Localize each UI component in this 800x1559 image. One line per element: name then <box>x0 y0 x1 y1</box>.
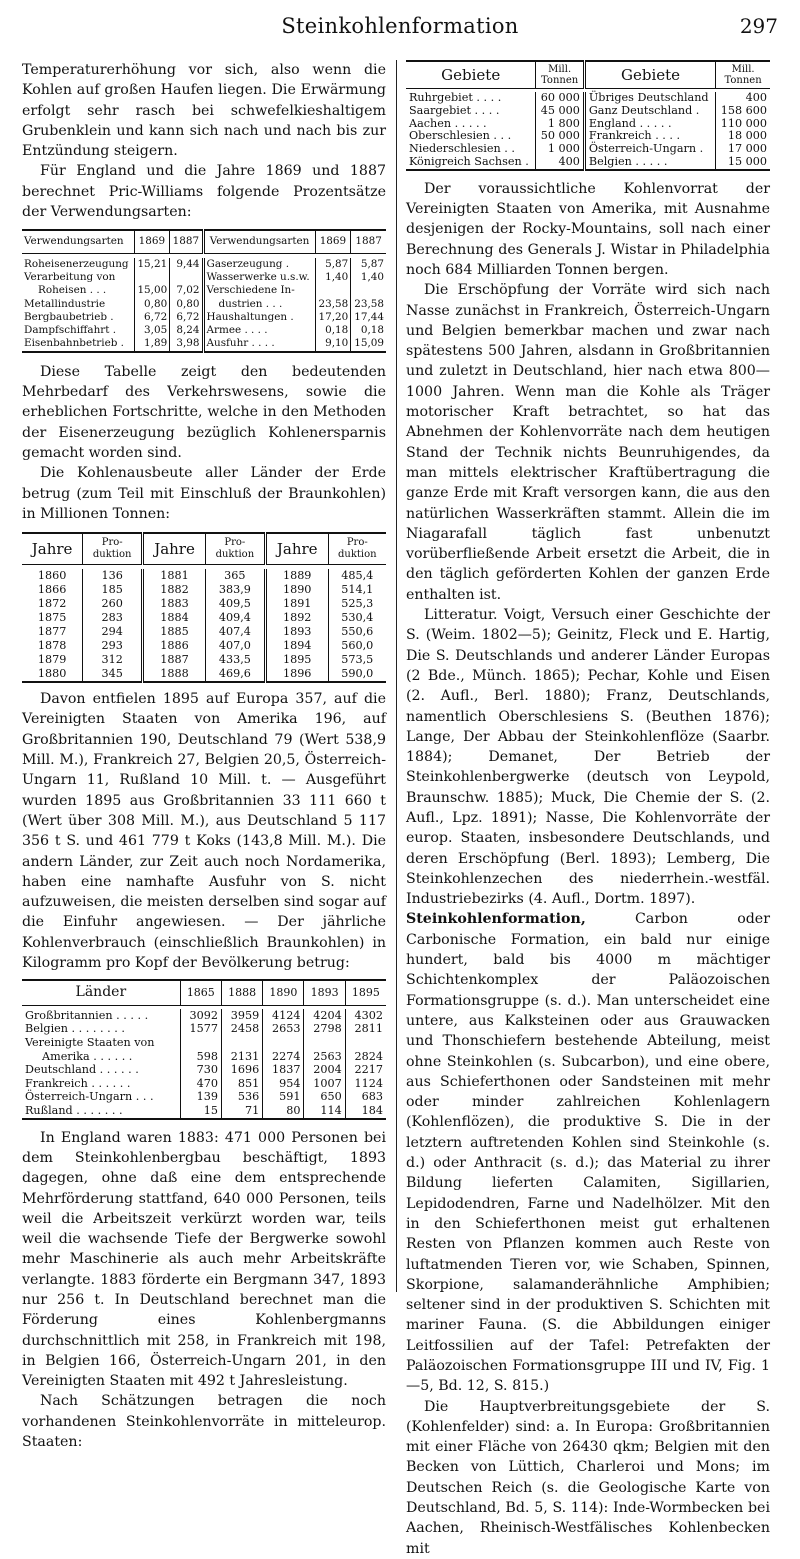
paragraph: Die Hauptverbreitungsgebiete der S. (Kohlenfelder) sind: a. In Europa: Großbritannien mit einer Fläche von 26430 qkm; Belgien mit den Becken von Lüttich, Charleroi und Mons; im Deutschen Reich (s. die Geologische Karte von Deutschland, Bd. 5, S. 114): Inde-Wormbecken bei Aachen, Rheinisch-Westfälisches Kohlenbecken mit <box>406 1398 770 1557</box>
table-row: 1878 293 1886 407,0 1894 560,0 <box>22 639 386 653</box>
reserves-table <box>406 60 770 171</box>
table-row: Amerika . . . . . . 598 2131 2274 2563 2824 <box>22 1050 386 1064</box>
table-row: Roheisenerzeugung 15,21 9,44 Gaserzeugung . 5,87 5,87 <box>24 257 384 270</box>
table-header: 1869 <box>315 230 351 253</box>
table-row: Eisenbahnbetrieb . 1,89 3,98 Ausfuhr . . . . 9,10 15,09 <box>22 337 386 351</box>
table-row: 1879 312 1887 433,5 1895 573,5 <box>22 653 386 667</box>
table-row: Frankreich . . . . . . 470 851 954 1007 1124 <box>22 1077 386 1091</box>
table-row: Niederschlesien . . 1 000 Österreich-Ungarn . 17 000 <box>406 143 770 156</box>
table-header: 1887 <box>351 230 386 253</box>
table-row: Großbritannien . . . . . 3092 3959 4124 4204 4302 <box>22 1009 386 1023</box>
consumption-table <box>22 979 386 1119</box>
table-header: 1869 <box>134 230 170 253</box>
paragraph: Nach Schätzungen betragen die noch vorhandenen Steinkohlenvorräte in mitteleurop. Staaten: <box>22 1393 386 1451</box>
table-header: Jahre <box>143 533 206 565</box>
table-row: Belgien . . . . . . . . 1577 2458 2653 2798 2811 <box>22 1022 386 1036</box>
table-row: Aachen . . . . . 1 800 England . . . . . 110 000 <box>406 118 770 131</box>
column-divider <box>396 60 397 1292</box>
paragraph: Diese Tabelle zeigt den bedeutenden Mehrbedarf des Verkehrswesens, sowie die erheblichen Fortschritte, welche in den Methoden der Eisenerzeugung bezüglich Kohlenersparnis gemacht worden sind. <box>22 363 386 461</box>
table-row: Ruhrgebiet . . . . 60 000 Übriges Deutschland 400 <box>406 92 770 105</box>
table-row: Metallindustrie 0,80 0,80 dustrien . . . 23,58 23,58 <box>24 297 384 310</box>
paragraph: Der voraussichtliche Kohlenvorrat der Vereinigten Staaten von Amerika, mit Ausnahme desjenigen der Rocky-Mountains, soll nach einer Berechnung des Generals J. Wistar in Philadelphia noch 684 Milliarden Tonnen bergen. <box>406 180 770 278</box>
table-header: 1895 <box>345 980 386 1005</box>
table-row: 1872 260 1883 409,5 1891 525,3 <box>22 597 386 611</box>
table-header: Pro- duktion <box>205 533 265 565</box>
table-header: Mill. Tonnen <box>716 61 770 89</box>
table-header: Pro- duktion <box>328 533 386 565</box>
table-header: 1890 <box>263 980 304 1005</box>
paragraph: In England waren 1883: 471 000 Personen bei dem Steinkohlenbergbau beschäftigt, 1893 dagegen, ohne daß eine dem entsprechende Mehrförderung stattfand, 640 000 Personen, teils weil die Arbeitszeit verkürzt worden war, teils weil die wachsende Tiefe der Bergwerke sowohl mehr Maschinerie als auch mehr Arbeitskräfte verlangte. 1883 förderte ein Bergmann 347, 1893 nur 256 t. In Deutschland berechnet man die Förderung eines Kohlenbergmanns durchschnittlich mit 258, in Frankreich mit 198, in Belgien 166, Österreich-Ungarn 201, in den Vereinigten Staaten mit 492 t Jahresleistung. <box>22 1129 386 1390</box>
table-row: Dampfschiffahrt . 3,05 8,24 Armee . . . . 0,18 0,18 <box>24 324 384 337</box>
table-row: Rußland . . . . . . . 15 71 80 114 184 <box>22 1104 386 1119</box>
left-column <box>22 60 386 1452</box>
paragraph: Die Kohlenausbeute aller Länder der Erde betrug (zum Teil mit Einschluß der Braunkohlen) in Millionen Tonnen: <box>22 465 386 522</box>
page-header <box>22 14 778 44</box>
table-header: Pro- duktion <box>83 533 143 565</box>
entry-paragraph <box>406 909 770 1396</box>
table-row: Vereinigte Staaten von <box>22 1036 386 1050</box>
table-header: Jahre <box>265 533 328 565</box>
table-row: 1860 136 1881 365 1889 485,4 <box>22 569 386 583</box>
table-header: Länder <box>22 980 180 1005</box>
table-row: Bergbaubetrieb . 6,72 6,72 Haushaltungen . 17,20 17,44 <box>24 310 384 323</box>
table-header: Verwendungsarten <box>22 230 134 253</box>
page-title: Steinkohlenformation <box>281 14 519 38</box>
page-number: 297 <box>739 14 778 38</box>
literature-paragraph: Litteratur. Voigt, Versuch einer Geschichte der S. (Weim. 1802—5); Geinitz, Fleck und E. Hartig, Die S. Deutschlands und anderer Länder Europas (2 Bde., Münch. 1865); Pechar, Kohle und Eisen (2. Aufl., Berl. 1880); Franz, Deutschlands, namentlich Oberschlesiens S. (Beuthen 1876); Lange, Der Abbau der Steinkohlenflöze (Saarbr. 1884); Demanet, Der Betrieb der Steinkohlenbergwerke (deutsch von Leypold, Braunschw. 1885); Muck, Die Chemie der S. (2. Aufl., Lpz. 1891); Nasse, Die Kohlenvorräte der europ. Staaten, insbesondere Deutschlands, und deren Erschöpfung (Berl. 1893); Lemberg, Die Steinkohlenzechen des niederrhein.-westfäl. Industriebezirks (4. Aufl., Dortm. 1897). <box>406 607 770 908</box>
table-header: Verwendungsarten <box>203 230 315 253</box>
paragraph: Für England und die Jahre 1869 und 1887 berechnet Pric-Williams folgende Prozentsätze der Verwendungsarten: <box>22 163 386 221</box>
table-row: 1877 294 1885 407,4 1893 550,6 <box>22 625 386 639</box>
paragraph: Temperaturerhöhung vor sich, also wenn die Kohlen auf großen Haufen liegen. Die Erwärmung erfolgt sehr rasch bei schwefelkieshaltigem Grubenklein und kann sich nach und nach bis zur Entzündung steigern. <box>22 62 386 160</box>
table-row: 1866 185 1882 383,9 1890 514,1 <box>22 583 386 597</box>
entry-headword: Steinkohlenformation, <box>406 911 586 928</box>
table-header: Gebiete <box>406 61 536 89</box>
usage-table <box>22 229 386 352</box>
table-header: 1888 <box>221 980 262 1005</box>
entry-text: Carbon oder Carbonische Formation, ein bald nur einige hundert, bald bis 4000 m mächtiger Schichtenkomplex der Paläozoischen Formationsgruppe (s. d.). Man unterscheidet eine untere, aus Kalksteinen oder aus Grauwacken und Thonschiefern bestehende Abteilung, meist ohne Steinkohlen (s. Subcarbon), und eine obere, aus Schieferthonen oder Sandsteinen mit mehr oder minder zahlreichen Kohlenlagern (Kohlenflözen), die produktive S. Die in der letztern auftretenden Kohlen sind Steinkohle (s. d.) oder Anthracit (s. d.); das Material zu ihrer Bildung lieferten Calamiten, Sigillarien, Lepidodendren, Farne und Nadelhölzer. Mit den in den Schieferthonen meist gut erhaltenen Resten von Pflanzen kommen auch Reste von luftatmenden Tieren vor, wie Schaben, Spinnen, Skorpione, salamanderähnliche Amphibien; seltener sind in der produktiven S. Schichten mit mariner Fauna. (S. die Abbildungen einiger Leitfossilien auf der Tafel: Petrefakten der Paläozoischen Formationsgruppe III und IV, Fig. 1—5, Bd. 12, S. 815.) <box>406 911 770 1395</box>
table-row: Roheisen . . . 15,00 7,02 Verschiedene In- <box>22 284 386 297</box>
table-row: 1875 283 1884 409,4 1892 530,4 <box>22 611 386 625</box>
table-header: Jahre <box>22 533 83 565</box>
table-header: 1865 <box>180 980 221 1005</box>
table-row: Deutschland . . . . . . 730 1696 1837 2004 2217 <box>22 1063 386 1077</box>
table-header: 1887 <box>170 230 203 253</box>
production-table <box>22 532 386 683</box>
table-header: 1893 <box>304 980 345 1005</box>
table-row: 1880 345 1888 469,6 1896 590,0 <box>22 667 386 682</box>
paragraph: Die Erschöpfung der Vorräte wird sich nach Nasse zunächst in Frankreich, Österreich-Ungarn und Belgien bemerkbar machen und zwar nach spätestens 500 Jahren, alsdann in Großbritannien und zuletzt in Deutschland, hier nach etwa 800—1000 Jahren. Wenn man die Kohle als Träger motorischer Kraft betrachtet, so hat das Abnehmen der Kohlenvorräte nach dem heutigen Stand der Technik nichts Beunruhigendes, da man mittels elektrischer Kraftübertragung die ganze Erde mit Kraft versorgen kann, die aus den natürlichen Wasserkräften stammt. Allein die im Niagarafall täglich fast unbenutzt vorüberfließende Arbeit ersetzt die Arbeit, die in den täglich geförderten Kohlen der ganzen Erde enthalten ist. <box>406 282 770 603</box>
table-header: Gebiete <box>584 61 715 89</box>
table-row: Saargebiet . . . . 45 000 Ganz Deutschland . 158 600 <box>406 105 770 118</box>
table-row: Oberschlesien . . . 50 000 Frankreich . . . . 18 000 <box>406 130 770 143</box>
table-row: Königreich Sachsen . 400 Belgien . . . . . 15 000 <box>406 156 770 170</box>
paragraph: Davon entfielen 1895 auf Europa 357, auf die Vereinigten Staaten von Amerika 196, auf Großbritannien 190, Deutschland 79 (Wert 538,9 Mill. M.), Frankreich 27, Belgien 20,5, Österreich-Ungarn 11, Rußland 10 Mill. t. — Ausgeführt wurden 1895 aus Großbritannien 33 111 660 t (Wert über 308 Mill. M.), aus Deutschland 5 117 356 t S. und 461 779 t Koks (143,8 Mill. M.). Die andern Länder, zur Zeit auch noch Nordamerika, haben eine namhafte Ausfuhr von S. nicht aufzuweisen, die meisten derselben sind sogar auf die Einfuhr angewiesen. — Der jährliche Kohlenverbrauch (einschließlich Braunkohlen) in Kilogramm pro Kopf der Bevölkerung betrug: <box>22 691 386 971</box>
table-row: Österreich-Ungarn . . . 139 536 591 650 683 <box>22 1090 386 1104</box>
table-row: Verarbeitung von Wasserwerke u.s.w. 1,40 1,40 <box>24 270 384 283</box>
right-column <box>406 60 770 1559</box>
table-header: Mill. Tonnen <box>536 61 584 89</box>
